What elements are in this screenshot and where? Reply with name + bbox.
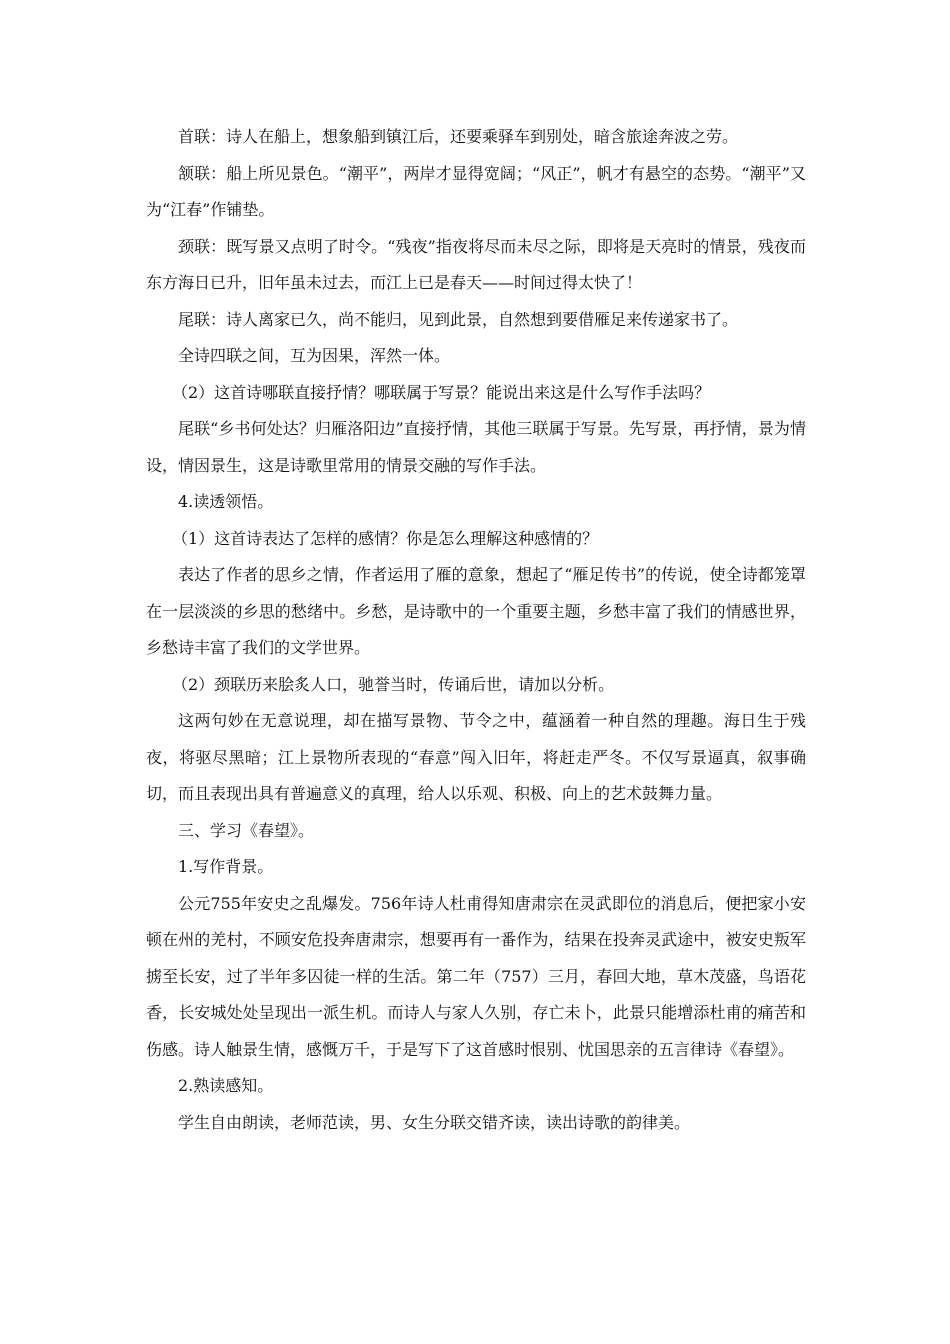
answer-2-jinglian: 这两句妙在无意说理，却在描写景物、节令之中，蕴涵着一种自然的理趣。海日生于残夜，将驱尽黑暗；江上景物所表现的“春意”闯入旧年，将赶走严冬。不仅写景逼真，叙事确切，而且表现出具有普遍意义的真理，给人以乐观、积极、向上的艺术鼓舞力量。 — [146, 711, 806, 803]
section-4-heading: 4.读透领悟。 — [178, 492, 274, 511]
paragraph-hanlian: 颔联：船上所见景色。“潮平”，两岸才显得宽阔；“风正”，帆才有悬空的态势。“潮平”又为“江春”作铺垫。 — [146, 163, 806, 219]
reading-paragraph: 学生自由朗读，老师范读，男、女生分联交错齐读，读出诗歌的韵律美。 — [178, 1112, 691, 1132]
answer-2-lyric: 尾联“乡书何处达？归雁洛阳边”直接抒情，其他三联属于写景。先写景，再抒情，景为情设，情因景生，这是诗歌里常用的情景交融的写作手法。 — [146, 419, 806, 475]
section-3-heading: 三、学习《春望》。 — [178, 820, 315, 840]
paragraph-shoulian: 首联：诗人在船上，想象船到镇江后，还要乘驿车到别处，暗含旅途奔波之劳。 — [178, 127, 739, 146]
question-2-lyric: （2）这首诗哪联直接抒情？哪联属于写景？能说出来这是什么写作手法吗？ — [172, 382, 711, 402]
paragraph-jinglian: 颈联：既写景又点明了时令。“残夜”指夜将尽而未尽之际，即将是天亮时的情景，残夜而东方海日已升，旧年虽未过去，而江上已是春天——时间过得太快了！ — [146, 236, 806, 292]
background-paragraph: 公元755年安史之乱爆发。756年诗人杜甫得知唐肃宗在灵武即位的消息后，便把家小安顿在州的羌村，不顾安危投奔唐肃宗，想要再有一番作为，结果在投奔灵武途中，被安史叛军掳至长安，过了半年多囚徒一样的生活。第二年（757）三月，春回大地，草木茂盛，鸟语花香，长安城处处呈现出一派生机。而诗人与家人久别，存亡未卜，此景只能增添杜甫的痛苦和伤感。诗人触景生情，感慨万千，于是写下了这首感时恨别、忧国思亲的五言律诗《春望》。 — [146, 893, 806, 1059]
subsection-2-heading: 2.熟读感知。 — [178, 1076, 274, 1095]
question-1-emotion: （1）这首诗表达了怎样的感情？你是怎么理解这种感情的？ — [172, 528, 599, 548]
answer-1-emotion: 表达了作者的思乡之情，作者运用了雁的意象，想起了“雁足传书”的传说，使全诗都笼罩在一层淡淡的乡思的愁绪中。乡愁，是诗歌中的一个重要主题，乡愁丰富了我们的情感世界，乡愁诗丰富了我们的文学世界。 — [146, 565, 806, 657]
subsection-1-heading: 1.写作背景。 — [178, 857, 274, 876]
question-2-jinglian: （2）颈联历来脍炙人口，驰誉当时，传诵后世，请加以分析。 — [172, 674, 615, 694]
paragraph-weilian: 尾联：诗人离家已久，尚不能归，见到此景，自然想到要借雁足来传递家书了。 — [178, 309, 739, 329]
document-body — [146, 119, 806, 1141]
paragraph-summary: 全诗四联之间，互为因果，浑然一体。 — [178, 346, 451, 365]
